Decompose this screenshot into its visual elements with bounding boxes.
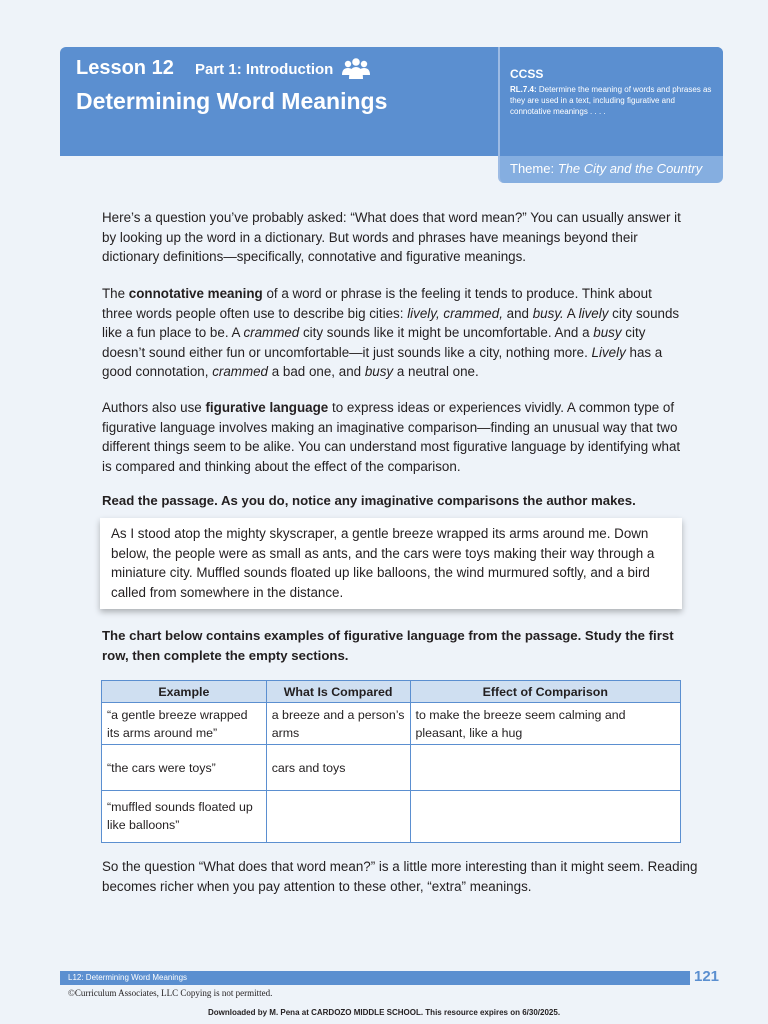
connotative-paragraph: The connotative meaning of a word or phrase is the feeling it tends to produce. Think about three words people often use to describe big cities: lively, crammed, and busy. A lively city sounds like a fun place to be. A crammed city sounds like it might be uncomfortable. And a busy city doesn’t sound either fun or uncomfortable—it just sounds like a city, nothing more. Lively has a good connotation, crammed a bad one, and busy a neutral one.	[102, 286, 680, 380]
column-header-example: Example	[102, 681, 267, 703]
theme-bar	[498, 156, 723, 183]
example-cell: “the cars were toys”	[102, 745, 267, 791]
standard-description: Determine the meaning of words and phrases as they are used in a text, including figurative and connotative meanings . . . .	[510, 85, 712, 116]
compared-cell-blank[interactable]	[266, 791, 410, 843]
term-connotative-meaning: connotative meaning	[128, 286, 263, 301]
effect-cell-blank[interactable]	[410, 791, 681, 843]
example-cell: “a gentle breeze wrapped its arms around me”	[102, 703, 267, 745]
passage-instruction: Read the passage. As you do, notice any imaginative comparisons the author makes.	[102, 493, 636, 508]
conclusion-paragraph: So the question “What does that word mean?” is a little more interesting than it might seem. Reading becomes richer when you pay attention to these other, “extra” meanings.	[102, 859, 698, 894]
column-header-effect: Effect of Comparison	[410, 681, 681, 703]
term-figurative-language: figurative language	[205, 400, 329, 415]
people-group-icon	[341, 57, 371, 81]
effect-cell-blank[interactable]	[410, 745, 681, 791]
download-note: Downloaded by M. Pena at CARDOZO MIDDLE SCHOOL. This resource expires on 6/30/2025.	[207, 1008, 561, 1017]
example-cell: “muffled sounds floated up like balloons”	[102, 791, 267, 843]
table-row	[102, 745, 681, 791]
lesson-title: Determining Word Meanings	[76, 88, 388, 114]
theme-prefix: Theme:	[510, 161, 558, 176]
reading-passage: As I stood atop the mighty skyscraper, a gentle breeze wrapped its arms around me. Down below, the people were as small as ants, and the cars were toys making their way through a miniature city. Muffled sounds floated up like balloons, the wind murmured softly, and a bird called from somewhere in the distance.	[100, 518, 682, 609]
copyright-notice: ©Curriculum Associates, LLC Copying is not permitted.	[68, 988, 273, 998]
chart-header-row	[102, 681, 681, 703]
page-number: 121	[694, 968, 720, 985]
running-head: L12: Determining Word Meanings	[60, 971, 690, 985]
ccss-standard-text	[510, 84, 713, 117]
chart-instruction: The chart below contains examples of figurative language from the passage. Study the first row, then complete the empty sections.	[102, 628, 674, 663]
lesson-number: Lesson 12	[76, 57, 174, 79]
standard-code: RL.7.4:	[510, 85, 537, 94]
compared-cell: a breeze and a person’s arms	[266, 703, 410, 745]
ccss-standard-box	[498, 47, 723, 156]
table-row	[102, 791, 681, 843]
theme-name: The City and the Country	[557, 161, 703, 176]
part-label: Part 1: Introduction	[195, 61, 334, 78]
intro-paragraph: Here’s a question you’ve probably asked: “What does that word mean?” You can usually answer it by looking up the word in a dictionary. But words and phrases have meanings beyond their dictionary definitions—specifically, connotative and figurative meanings.	[102, 210, 681, 265]
table-row	[102, 703, 681, 745]
figurative-paragraph: Authors also use figurative language to express ideas or experiences vividly. A common type of figurative language involves making an imaginative comparison—finding an unusual way that two different things seem to be alike. You can understand most figurative language by identifying what is compared and thinking about the effect of the comparison.	[102, 400, 681, 474]
ccss-label: CCSS	[510, 67, 544, 81]
figurative-language-chart	[101, 680, 681, 843]
compared-cell: cars and toys	[266, 745, 410, 791]
effect-cell: to make the breeze seem calming and pleasant, like a hug	[410, 703, 681, 745]
column-header-what-is-compared: What Is Compared	[266, 681, 410, 703]
